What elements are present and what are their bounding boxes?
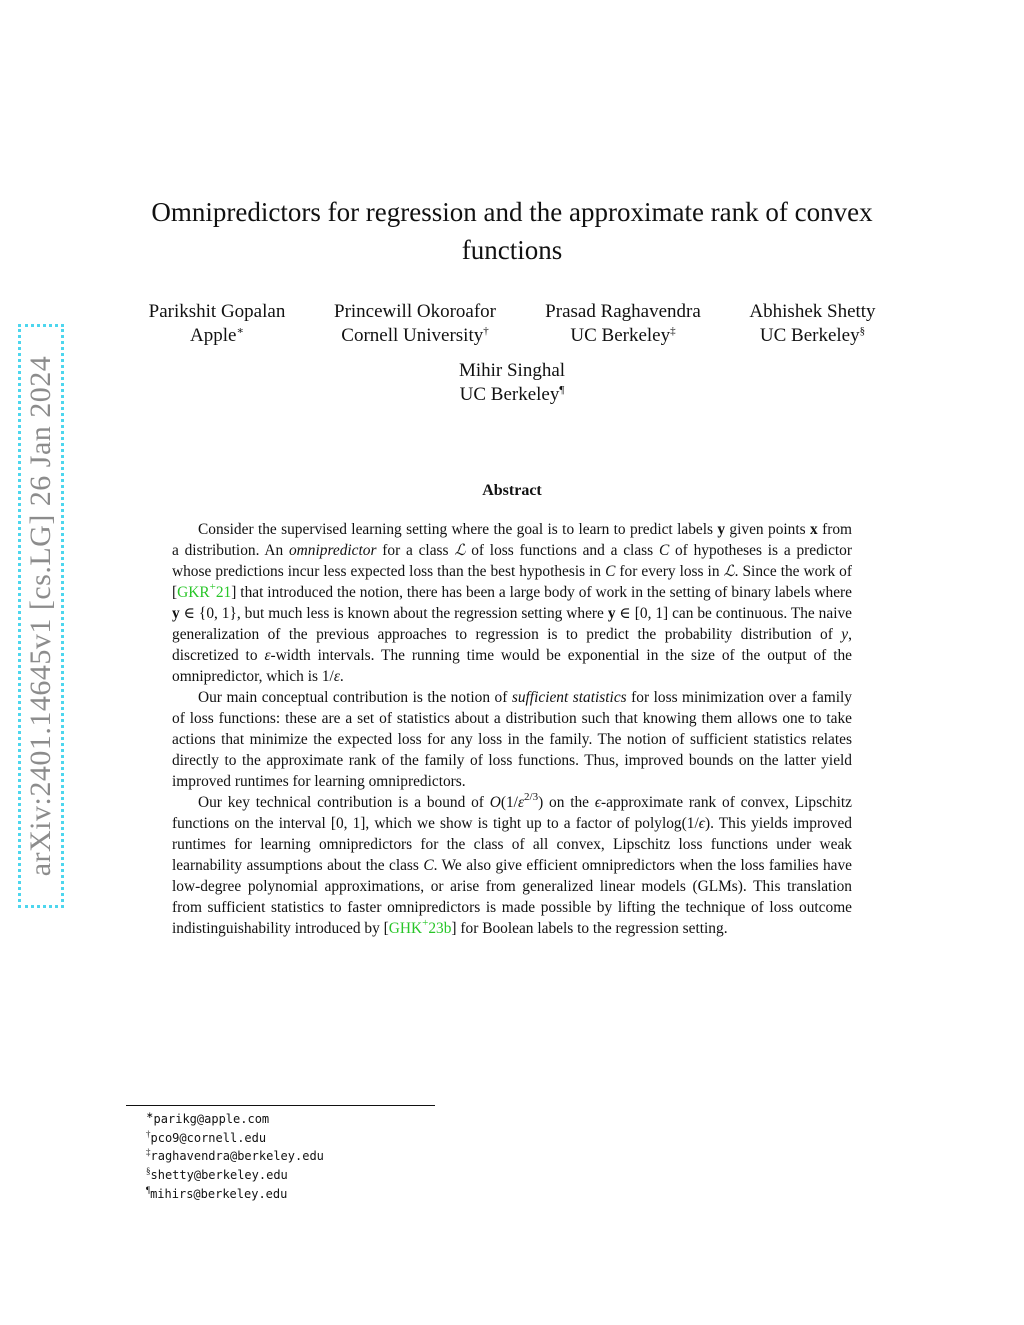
author-name: Prasad Raghavendra — [545, 301, 701, 322]
footnote-item: †pco9@cornell.edu — [146, 1128, 267, 1145]
author-affiliation: Apple∗ — [190, 325, 244, 346]
author-block-shetty — [745, 300, 880, 348]
title-line-2: functions — [461, 235, 563, 265]
author-block-okoroafor — [329, 300, 501, 348]
author-name: Mihir Singhal — [458, 360, 566, 381]
abstract-paragraph-3: Our key technical contribution is a bound of $O(1/\varepsilon^{2/3})$ on the ϵ-approximate rank of convex, Lipschitz functions on the interval [0, 1], which we show is tight up to a factor of polylog(1/ϵ). This yields improved runtimes for learning omnipredictors for the class of all convex, Lipschitz loss functions under weak learnability assumptions about the class C. We also give efficient omnipredictors when the loss families have low-degree polynomial approximations, or arise from generalized linear models (GLMs). This translation from sufficient statistics to faster omnipredictors is made possible by lifting the technique of loss outcome indistinguishability introduced by [GHK+23b] for Boolean labels to the regression setting. — [172, 791, 852, 937]
footnote-divider — [126, 1105, 435, 1106]
footnote-item: ∗parikg@apple.com — [146, 1110, 270, 1126]
arxiv-identifier: arXiv:2401.14645v1 [cs.LG] 26 Jan 2024 — [24, 355, 57, 877]
author-block-singhal — [412, 359, 612, 407]
footnote-mark: ∗ — [236, 325, 244, 337]
footnote-item: ‡raghavendra@berkeley.edu — [146, 1147, 324, 1164]
arxiv-stamp — [18, 324, 64, 908]
author-block-gopalan — [145, 300, 289, 348]
abstract-paragraph-1: Consider the supervised learning setting where the goal is to learn to predict labels y given points x from a distribution. An omnipredictor for a class ℒ of loss functions and a class C of hypotheses is a predictor whose predictions incur less expected loss than the best hypothesis in C for every loss in ℒ. Since the work of [GKR+21] that introduced the notion, there has been a large body of work in the setting of binary labels where y ∈ {0, 1}, but much less is known about the regression setting where y ∈ [0, 1] can be continuous. The naive generalization of the previous approaches to regression is to predict the probability distribution of y, discretized to ε-width intervals. The running time would be exponential in the size of the output of the omnipredictor, which is 1/ε. — [172, 521, 852, 685]
author-affiliation: Cornell University† — [341, 325, 489, 346]
author-affiliation: UC Berkeley‡ — [570, 325, 676, 346]
footnote-item: §shetty@berkeley.edu — [146, 1166, 288, 1183]
footnotes — [146, 1110, 324, 1204]
email-link[interactable]: mihirs@berkeley.edu — [150, 1186, 288, 1201]
author-name: Princewill Okoroafor — [334, 301, 496, 322]
footnote-item: ¶mihirs@berkeley.edu — [146, 1184, 288, 1201]
email-link[interactable]: parikg@apple.com — [153, 1112, 270, 1126]
author-affiliation: UC Berkeley§ — [759, 325, 866, 346]
email-link[interactable]: pco9@cornell.edu — [150, 1130, 267, 1145]
citation-gkr21[interactable]: GKR+21 — [177, 581, 232, 601]
footnote-mark: § — [859, 325, 866, 337]
abstract-paragraph-2: Our main conceptual contribution is the notion of sufficient statistics for loss minimization over a family of loss functions: these are a set of statistics about a distribution such that knowing them allows one to take actions that minimize the expected loss for any loss in the family. The notion of sufficient statistics relates directly to the approximate rank of the family of loss functions. Thus, improved bounds on the latter yield improved runtimes for learning omnipredictors. — [172, 689, 852, 790]
author-name: Parikshit Gopalan — [148, 301, 286, 322]
footnote-mark: ‡ — [670, 325, 676, 337]
email-link[interactable]: shetty@berkeley.edu — [150, 1168, 288, 1183]
title-line-1: Omnipredictors for regression and the approximate rank of convex — [151, 197, 873, 227]
email-link[interactable]: raghavendra@berkeley.edu — [150, 1149, 324, 1164]
author-block-raghavendra — [540, 300, 706, 348]
abstract-heading: Abstract — [482, 482, 542, 499]
footnote-mark: ¶ — [559, 384, 565, 396]
footnote-mark: † — [483, 325, 489, 337]
abstract-body — [172, 519, 852, 939]
author-name: Abhishek Shetty — [749, 301, 876, 322]
paper-title — [112, 193, 912, 269]
author-affiliation: UC Berkeley¶ — [459, 384, 565, 405]
citation-ghk23b[interactable]: GHK+23b — [388, 917, 452, 937]
